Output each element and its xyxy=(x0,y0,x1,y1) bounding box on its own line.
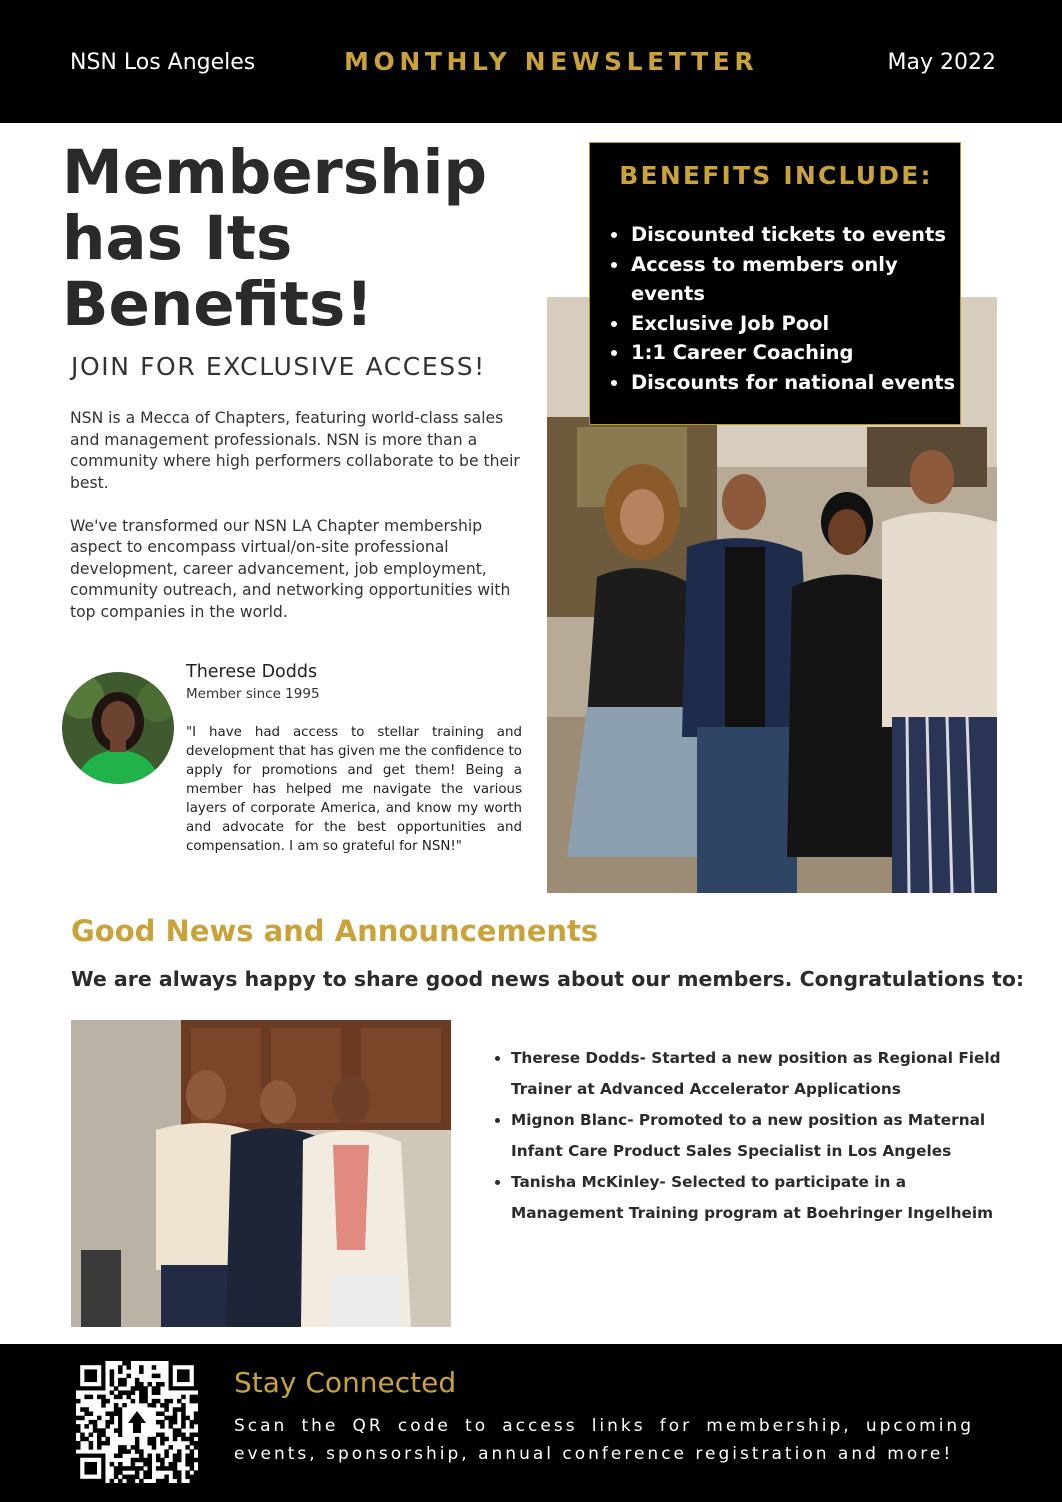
newsletter-header xyxy=(0,0,1062,123)
benefits-list xyxy=(608,220,975,397)
subheading: JOIN FOR EXCLUSIVE ACCESS! xyxy=(71,352,486,381)
benefits-title: BENEFITS INCLUDE: xyxy=(619,161,933,190)
headline-line: has Its xyxy=(62,203,293,274)
benefit-item: • 1:1 Career Coaching xyxy=(630,338,975,368)
announcement-item: • Therese Dodds- Started a new position as Regional Field Trainer at Advanced Accelerator Applications xyxy=(511,1043,1011,1105)
testimonial-name: Therese Dodds xyxy=(186,662,318,682)
kitchen-group-photo xyxy=(71,1020,451,1327)
stay-connected-text: Scan the QR code to access links for membership, upcoming events, sponsorship, annual conference registration and more! xyxy=(234,1416,974,1464)
testimonial-avatar xyxy=(62,672,174,784)
benefit-item: • Exclusive Job Pool xyxy=(630,309,975,339)
qr-code[interactable] xyxy=(76,1361,198,1483)
org-name: NSN Los Angeles xyxy=(70,50,256,75)
newsletter-title: MONTHLY NEWSLETTER xyxy=(344,47,759,76)
page-headline xyxy=(62,137,542,340)
announcement-item: • Mignon Blanc- Promoted to a new position as Maternal Infant Care Product Sales Specialist in Los Angeles xyxy=(511,1105,1011,1167)
headline-line: Membership xyxy=(62,137,488,208)
testimonial-quote: "I have had access to stellar training and development that has given me the confidence to apply for promotions and get them! Being a member has helped me navigate the various layers of corporate America, and know my worth and advocate for the best opportunities and compensation. I am so grateful for NSN!" xyxy=(186,725,522,854)
issue-date: May 2022 xyxy=(887,50,996,75)
benefit-item: • Discounted tickets to events xyxy=(630,220,975,250)
benefits-box xyxy=(589,142,961,425)
headline-line: Benefits! xyxy=(62,269,374,340)
good-news-title: Good News and Announcements xyxy=(71,914,599,948)
intro-text xyxy=(70,408,520,645)
testimonial-member-since: Member since 1995 xyxy=(186,686,320,702)
benefit-item: • Access to members only events xyxy=(630,250,975,309)
announcements-list xyxy=(490,1043,1011,1229)
intro-paragraph: NSN is a Mecca of Chapters, featuring world-class sales and management professionals. NSN is more than a community where high performers collaborate to be their best. xyxy=(70,409,520,492)
benefit-item: • Discounts for national events xyxy=(630,368,975,398)
stay-connected-title: Stay Connected xyxy=(234,1366,457,1399)
good-news-intro: We are always happy to share good news about our members. Congratulations to: xyxy=(71,967,1025,991)
announcement-item: • Tanisha McKinley- Selected to participate in a Management Training program at Boehringer Ingelheim xyxy=(511,1167,1011,1229)
intro-paragraph: We've transformed our NSN LA Chapter membership aspect to encompass virtual/on-site professional development, career advancement, job employment, community outreach, and networking opportunities with top companies in the world. xyxy=(70,516,511,621)
